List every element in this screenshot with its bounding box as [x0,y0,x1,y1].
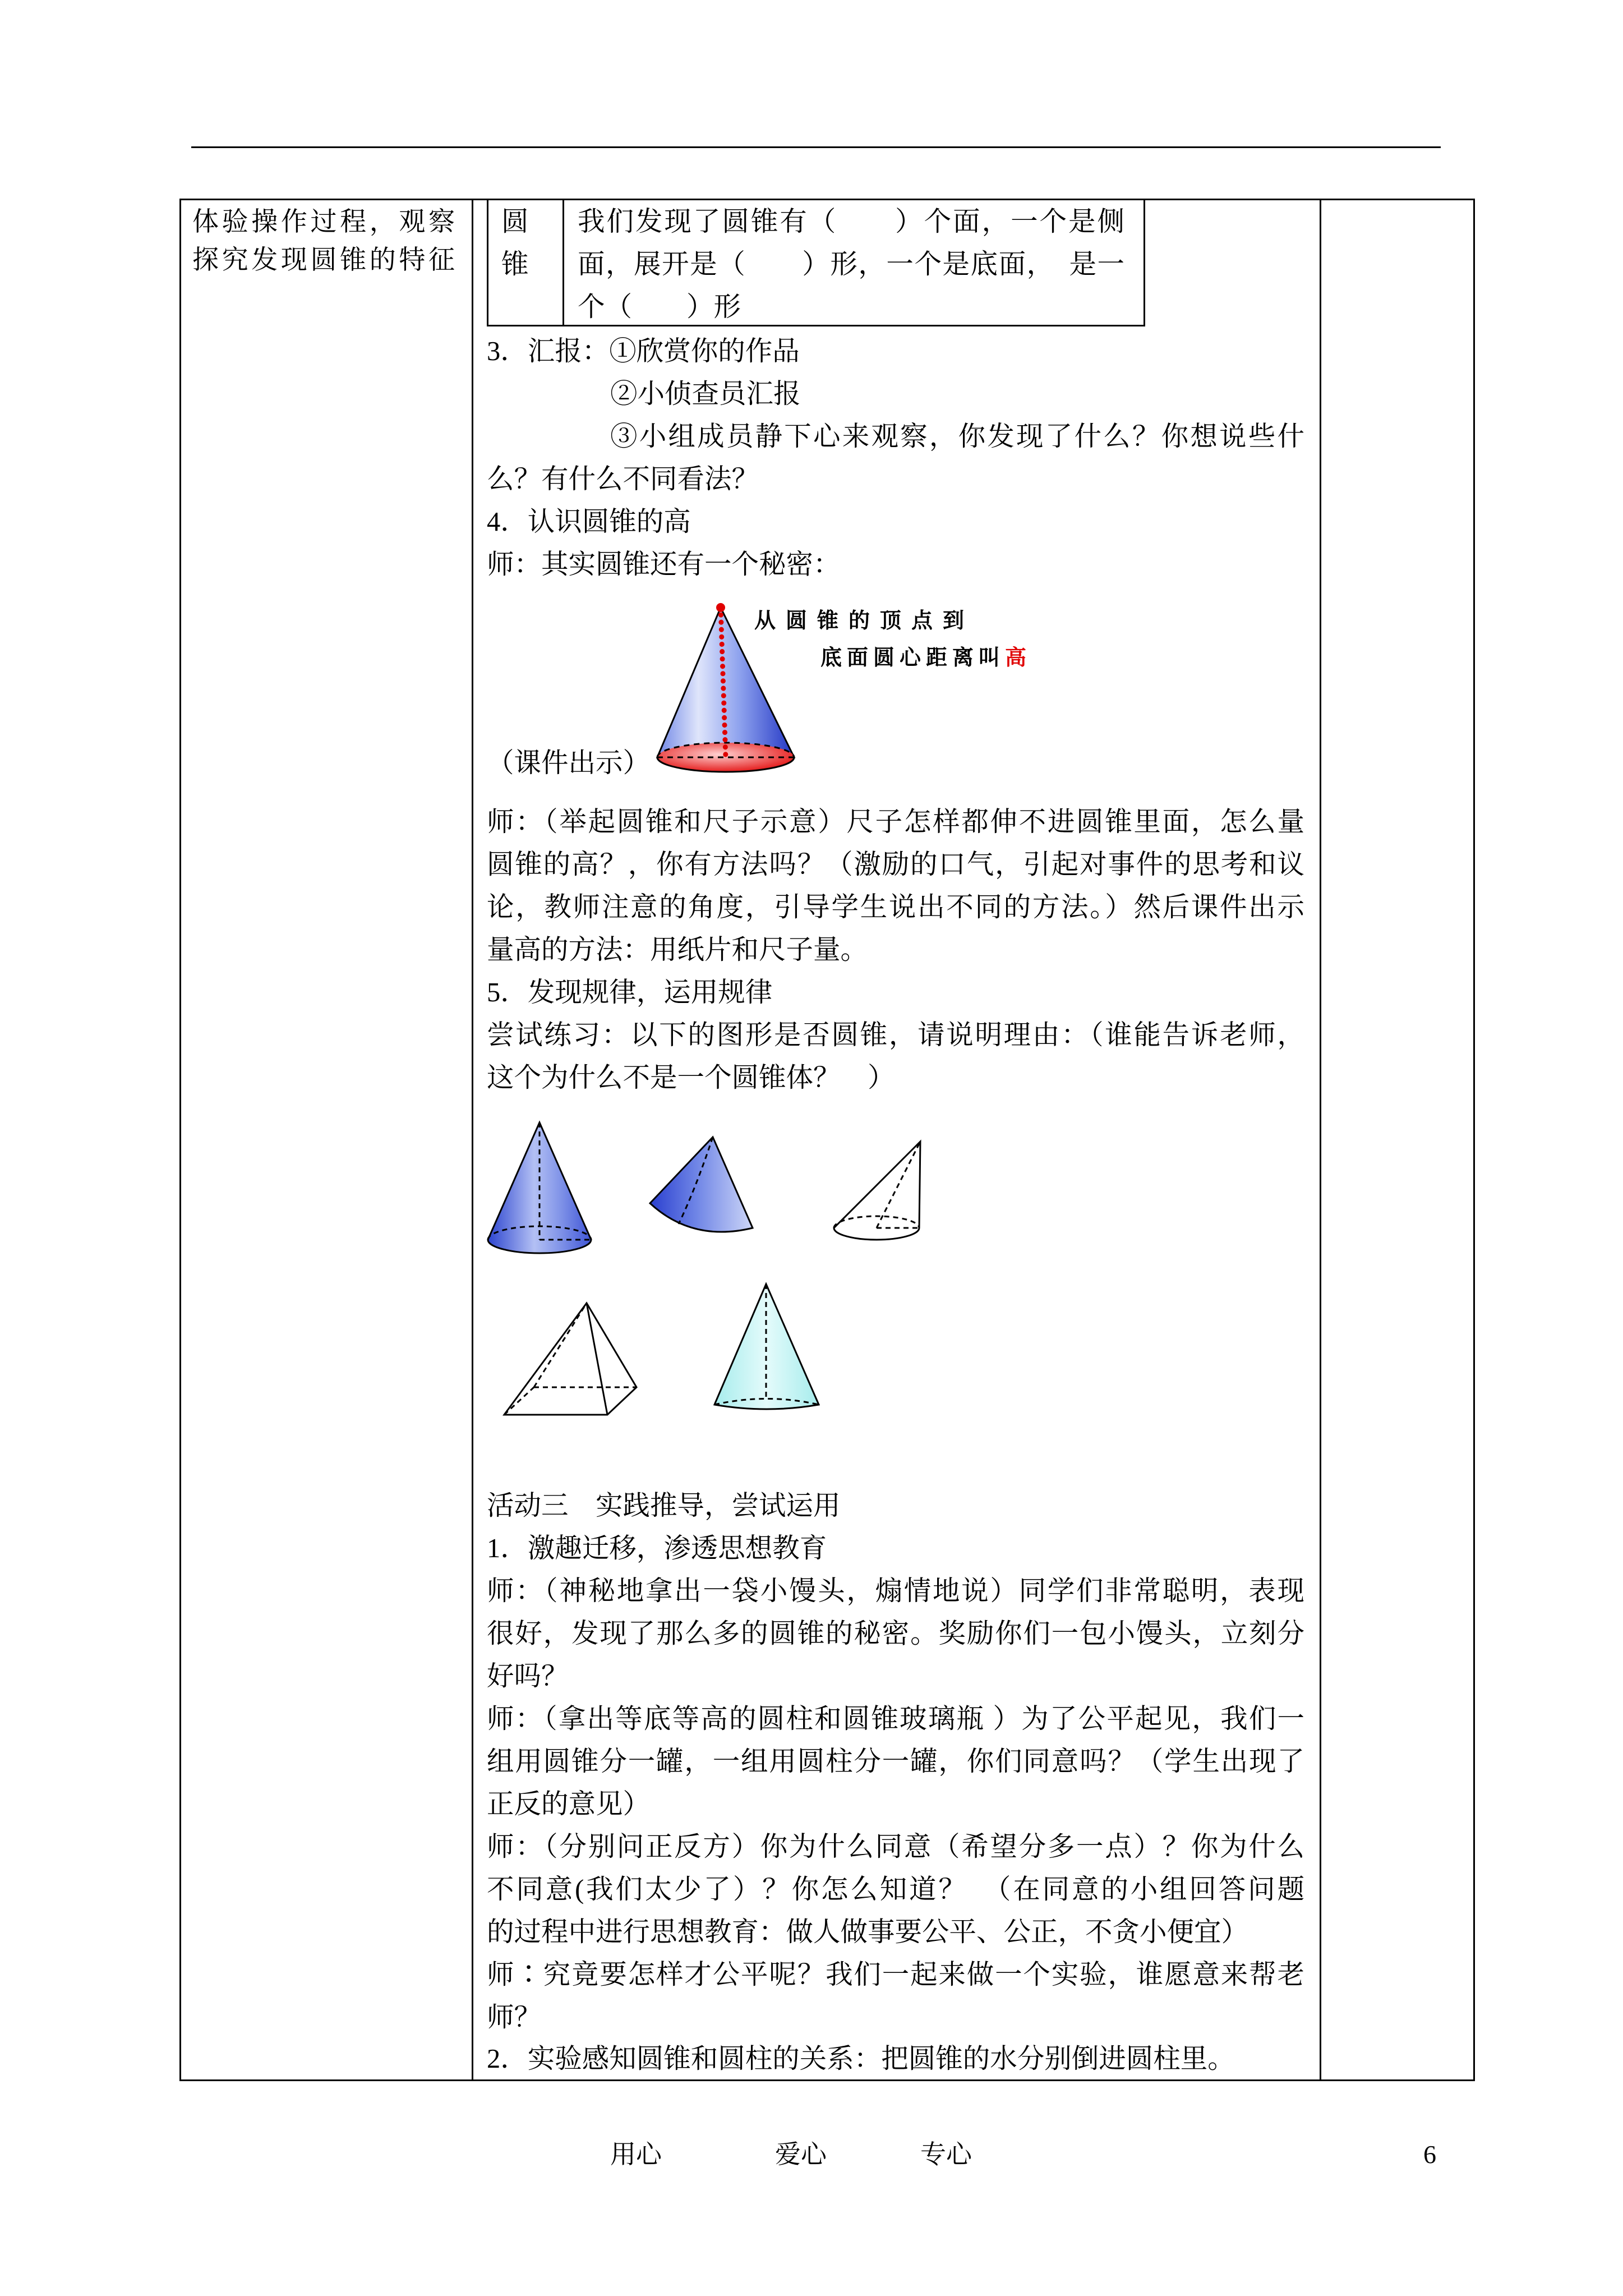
paragraph-line: 好吗？ [487,1662,569,1691]
inner-table-line: 个（ ）形 [578,292,741,322]
report-item: ③小组成员静下心来观察，你发现了什么？你想说些什 [610,422,1304,452]
report-item: ②小侦查员汇报 [610,379,801,409]
paragraph-line: 圆锥的高？，你有方法吗？（激励的口气，引起对事件的思考和议 [487,850,1304,880]
exercise-pyramid-figure [707,1276,827,1414]
paragraph-line: 师∶究竟要怎样才公平呢？我们一起来做一个实验，谁愿意来帮老 [487,1960,1304,1990]
section-heading: 4．认识圆锥的高 [487,507,691,537]
paragraph-line: 尝试练习：以下的图形是否圆锥，请说明理由：（谁能告诉老师， [487,1020,1304,1050]
paragraph-line: 师：（分别问正反方）你为什么同意（希望分多一点）？你为什么 [487,1832,1304,1862]
paragraph-line: 量高的方法：用纸片和尺子量。 [487,935,868,965]
exercise-outline-cone-figure [824,1133,937,1245]
inner-table-line: 面，展开是（ ）形，一个是底面， 是一 [578,250,1124,279]
left-column-line: 探究发现圆锥的特征 [192,246,455,275]
inner-table-label: 锥 [501,250,529,279]
page-number: 6 [1423,2140,1436,2169]
activity-title: 活动三 实践推导，尝试运用 [487,1491,841,1521]
exercise-curved-figure [639,1128,763,1240]
source-note: （课件出示） [487,748,651,778]
inner-table-label: 圆 [501,207,529,237]
inner-table-divider [562,199,564,326]
paragraph-line: 论，教师注意的角度，引导学生说出不同的方法。）然后课件出示 [487,892,1304,922]
table-column-divider-1 [472,199,473,2081]
table-column-divider-2 [1320,199,1321,2081]
paragraph-line: 很好，发现了那么多的圆锥的秘密。奖励你们一包小馒头，立刻分 [487,1619,1304,1649]
paragraph-line: 师：（神秘地拿出一袋小馒头，煽情地说）同学们非常聪明，表现 [487,1576,1304,1606]
exercise-cone-figure [482,1116,600,1257]
paragraph-line: 的过程中进行思想教育：做人做事要公平、公正，不贪小便宜） [487,1917,1249,1947]
paragraph-line: 这个为什么不是一个圆锥体？ ） [487,1063,895,1093]
section-heading: 2．实验感知圆锥和圆柱的关系：把圆锥的水分别倒进圆柱里。 [487,2044,1235,2074]
section-heading: 5．发现规律，运用规律 [487,978,773,1007]
inner-table-line: 我们发现了圆锥有（ ）个面，一个是侧 [578,207,1124,237]
figure-caption-line1: 从圆锥的顶点到 [754,608,975,633]
footer-motto: 爱心 [775,2140,827,2169]
section-heading: 1．激趣迁移，渗透思想教育 [487,1534,827,1563]
teacher-line: 师：其实圆锥还有一个秘密： [487,550,841,579]
left-column-line: 体验操作过程，观察 [192,208,455,237]
figure-caption-text: 底面圆心距离叫 [820,645,1006,670]
paragraph-line: 正反的意见） [487,1789,651,1819]
paragraph-line: 组用圆锥分一罐，一组用圆柱分一罐，你们同意吗？（学生出现了 [487,1747,1304,1777]
paragraph-line: 师：（举起圆锥和尺子示意）尺子怎样都伸不进圆锥里面，怎么量 [487,807,1304,837]
figure-caption-line2 [820,643,1031,671]
paragraph-line: 师？ [487,2003,542,2032]
report-heading: 3．汇报：①欣赏你的作品 [487,337,800,366]
footer-motto: 用心 [610,2140,662,2169]
report-item: 么？有什么不同看法？ [487,464,759,494]
figure-caption-highlight: 高 [1005,645,1032,670]
paragraph-line: 不同意(我们太少了）？你怎么知道？ （在同意的小组回答问题 [487,1875,1304,1904]
paragraph-line: 师：（拿出等底等高的圆柱和圆锥玻璃瓶 ）为了公平起见，我们一 [487,1704,1304,1734]
exercise-prism-figure [499,1296,645,1425]
header-rule [191,146,1441,148]
footer-motto: 专心 [920,2140,972,2169]
